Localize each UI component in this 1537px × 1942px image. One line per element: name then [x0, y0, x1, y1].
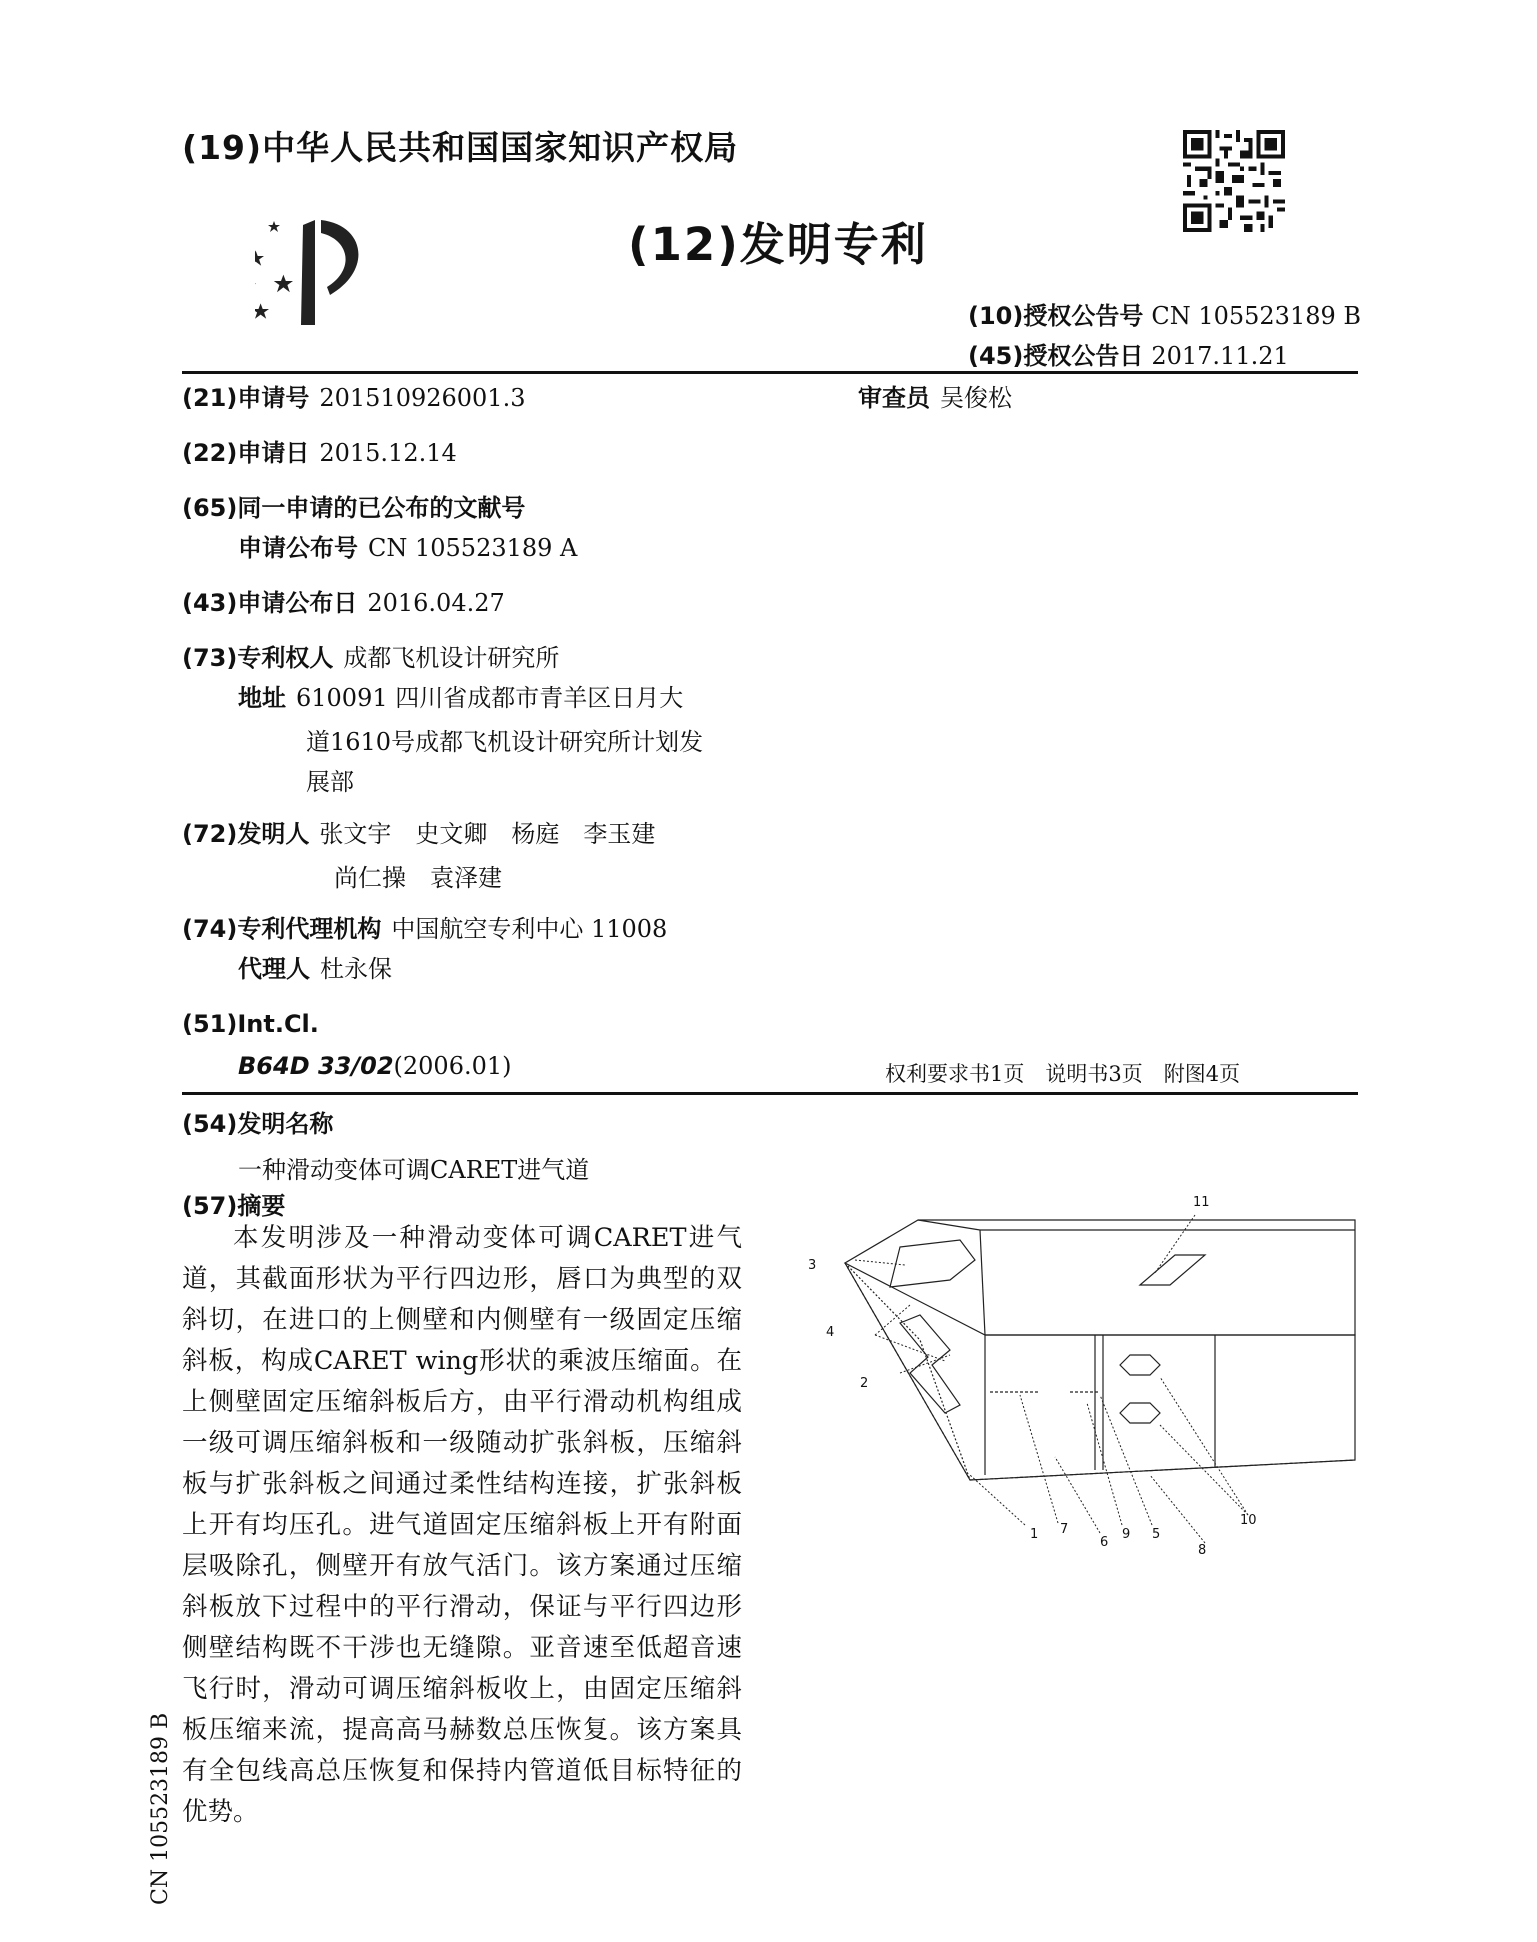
application-number [182, 382, 525, 414]
drawing-label-9: 9 [1122, 1527, 1131, 1542]
application-date [182, 437, 457, 469]
application-publication-number-label: 申请公布号 [238, 534, 358, 562]
int-cl [182, 1008, 319, 1040]
abstract-label: (57)摘要 [182, 1192, 286, 1220]
patentee-label: (73)专利权人 [182, 644, 334, 672]
examiner [858, 382, 1012, 414]
drawing-port-upper [1120, 1355, 1160, 1375]
application-publication-date-value: 2016.04.27 [367, 589, 505, 617]
office-name: (19)中华人民共和国国家知识产权局 [182, 128, 739, 167]
int-cl-classification [238, 1050, 512, 1082]
grant-date-label: (45)授权公告日 [968, 342, 1144, 370]
inlet-drawing [800, 1185, 1360, 1565]
inventors-line-1: 张文宇 史文卿 杨庭 李玉建 [319, 820, 656, 848]
drawing-label-8: 8 [1198, 1543, 1207, 1558]
top-divider [182, 371, 1358, 374]
prior-publication [182, 492, 525, 524]
drawing-label-6: 6 [1100, 1535, 1109, 1550]
application-publication-number [238, 532, 577, 564]
application-publication-date-label: (43)申请公布日 [182, 589, 358, 617]
int-cl-code: B64D 33/02 [238, 1052, 394, 1080]
application-number-value: 201510926001.3 [319, 384, 526, 412]
patent-agency-value: 中国航空专利中心 11008 [391, 915, 668, 943]
patentee [182, 642, 559, 674]
grant-date [968, 336, 1289, 371]
int-cl-label: (51)Int.Cl. [182, 1010, 319, 1038]
drawing-label-3: 3 [808, 1258, 817, 1273]
drawing-label-7: 7 [1060, 1522, 1069, 1537]
grant-number [968, 296, 1361, 331]
patent-agency-label: (74)专利代理机构 [182, 915, 382, 943]
examiner-label: 审查员 [858, 384, 930, 412]
invention-title-heading [182, 1108, 333, 1140]
drawing-label-10: 10 [1240, 1513, 1257, 1528]
address-line-2: 道1610号成都飞机设计研究所计划发 [306, 728, 704, 756]
abstract-text: 本发明涉及一种滑动变体可调CARET进气道，其截面形状为平行四边形，唇口为典型的双斜切，在进口的上侧壁和内侧壁有一级固定压缩斜板，构成CARET wing形状的乘波压缩面。在上侧壁固定压缩斜板后方，由平行滑动机构组成一级可调压缩斜板和一级随动扩张斜板，压缩斜板与扩张斜板之间通过柔性结构连接，扩张斜板上开有均压孔。进气道固定压缩斜板上开有附面层吸除孔，侧壁开有放气活门。该方案通过压缩斜板放下过程中的平行滑动，保证与平行四边形侧壁结构既不干涉也无缝隙。亚音速至低超音速飞行时，滑动可调压缩斜板收上，由固定压缩斜板压缩来流，提高高马赫数总压恢复。该方案具有全包线高总压恢复和保持内管道低目标特征的优势。 [182, 1223, 742, 1827]
drawing-label-11: 11 [1193, 1195, 1210, 1210]
address-line-1: 610091 四川省成都市青羊区日月大 [296, 684, 684, 712]
qr-code-icon [1183, 130, 1285, 232]
agent-value: 杜永保 [320, 955, 392, 983]
int-cl-version: (2006.01) [393, 1052, 512, 1080]
application-publication-number-value: CN 105523189 A [368, 534, 578, 562]
page-counts: 权利要求书1页 说明书3页 附图4页 [885, 1062, 1241, 1086]
patent-agency [182, 913, 667, 945]
invention-title: 一种滑动变体可调CARET进气道 [238, 1156, 590, 1184]
drawing-label-4: 4 [826, 1325, 835, 1340]
drawing-label-2: 2 [860, 1376, 869, 1391]
invention-title-label: (54)发明名称 [182, 1110, 334, 1138]
document-type: (12)发明专利 [628, 218, 928, 271]
inventors [182, 818, 655, 850]
examiner-value: 吴俊松 [940, 384, 1012, 412]
drawing-bleed-slot [900, 1315, 960, 1413]
grant-date-value: 2017.11.21 [1151, 342, 1289, 370]
drawing-label-1: 1 [1030, 1527, 1039, 1542]
application-number-label: (21)申请号 [182, 384, 310, 412]
address [238, 682, 683, 714]
application-publication-date [182, 587, 505, 619]
address-line-3: 展部 [306, 768, 354, 796]
prior-publication-label: (65)同一申请的已公布的文献号 [182, 494, 526, 522]
address-label: 地址 [238, 684, 286, 712]
patentee-value: 成都飞机设计研究所 [343, 644, 560, 672]
inventors-label: (72)发明人 [182, 820, 310, 848]
agent-label: 代理人 [238, 955, 310, 983]
inventors-line-2: 尚仁操 袁泽建 [334, 864, 502, 892]
grant-number-label: (10)授权公告号 [968, 302, 1144, 330]
drawing-hole-11 [1140, 1255, 1205, 1285]
drawing-port-lower [1120, 1403, 1160, 1423]
drawing-suction-hole-upper [890, 1240, 975, 1287]
cnipa-logo [255, 215, 385, 330]
application-date-label: (22)申请日 [182, 439, 310, 467]
side-document-code: CN 105523189 B [148, 1712, 173, 1905]
drawing-top-panel [845, 1220, 1355, 1335]
agent [238, 953, 392, 985]
middle-divider [182, 1092, 1358, 1095]
grant-number-value: CN 105523189 B [1151, 302, 1362, 330]
drawing-label-5: 5 [1152, 1527, 1161, 1542]
application-date-value: 2015.12.14 [319, 439, 457, 467]
